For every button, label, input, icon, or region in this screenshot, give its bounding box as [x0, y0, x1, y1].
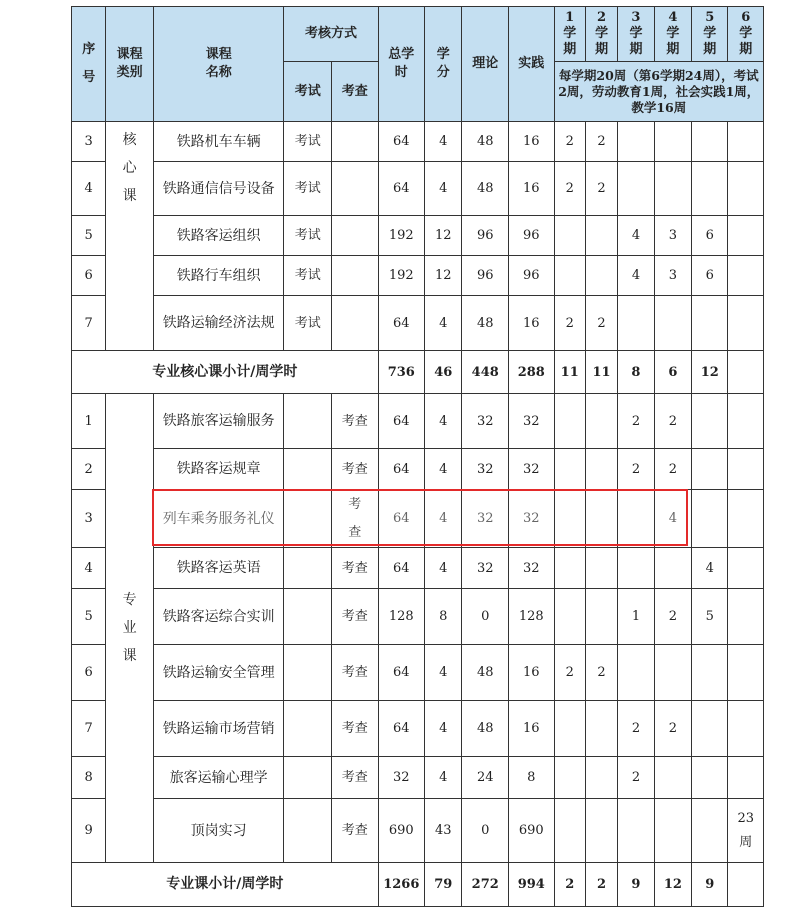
course-name: 铁路旅客运输服务: [153, 394, 284, 449]
header-term-2: 2学期: [585, 7, 617, 62]
course-name: 铁路客运组织: [153, 216, 284, 256]
header-total-hours: 总学时: [378, 7, 425, 122]
table-row: 1 专业课 铁路旅客运输服务 考查 64 4 32 32 2 2: [72, 394, 764, 449]
header-term-3: 3学期: [618, 7, 654, 62]
table-row: 8 旅客运输心理学 考查 32 4 24 8 2: [72, 757, 764, 799]
course-name: 铁路客运英语: [153, 548, 284, 589]
header-term-note: 每学期20周（第6学期24周），考试2周，劳动教育1周，社会实践1周，教学16周: [554, 62, 763, 122]
course-name: 铁路通信信号设备: [153, 162, 284, 216]
course-name: 旅客运输心理学: [153, 757, 284, 799]
subtotal-row-major: 专业课小计/周学时 1266 79 272 994 2 2 9 12 9: [72, 863, 764, 907]
table-row: 9 顶岗实习 考查 690 43 0 690 23周: [72, 799, 764, 863]
table-row: 4 铁路客运英语 考查 64 4 32 32 4: [72, 548, 764, 589]
table-row-highlighted: 3 列车乘务服务礼仪 考查 64 4 32 32 4: [72, 490, 764, 548]
course-name: 顶岗实习: [153, 799, 284, 863]
course-name: 列车乘务服务礼仪: [153, 490, 284, 548]
header-course-name: 课程名称: [153, 7, 284, 122]
table-row: 7 铁路运输经济法规 考试 64 4 48 16 2 2: [72, 296, 764, 351]
course-name: 铁路运输安全管理: [153, 645, 284, 701]
course-name: 铁路运输经济法规: [153, 296, 284, 351]
course-name: 铁路运输市场营销: [153, 701, 284, 757]
curriculum-table: [71, 6, 764, 907]
table-row: 5 铁路客运组织 考试 192 12 96 96 4 3 6: [72, 216, 764, 256]
header-category: 课程类别: [106, 7, 154, 122]
course-name: 铁路客运综合实训: [153, 589, 284, 645]
header-theory: 理论: [462, 7, 509, 122]
header-term-6: 6学期: [728, 7, 764, 62]
course-name: 铁路行车组织: [153, 256, 284, 296]
subtotal-label: 专业课小计/周学时: [72, 863, 379, 907]
header-practice: 实践: [509, 7, 555, 122]
category-major: 专业课: [106, 394, 154, 863]
header-index: 序号: [72, 7, 106, 122]
table-row: 7 铁路运输市场营销 考查 64 4 48 16 2 2: [72, 701, 764, 757]
table-row: 6 铁路运输安全管理 考查 64 4 48 16 2 2: [72, 645, 764, 701]
table-row: 3 核心课 铁路机车车辆 考试 64 4 48 16 2 2: [72, 122, 764, 162]
subtotal-row-core: 专业核心课小计/周学时 736 46 448 288 11 11 8 6 12: [72, 351, 764, 394]
header-assessment: 考核方式: [284, 7, 378, 62]
header-exam: 考试: [284, 62, 332, 122]
table-row: 5 铁路客运综合实训 考查 128 8 0 128 1 2 5: [72, 589, 764, 645]
table-row: 6 铁路行车组织 考试 192 12 96 96 4 3 6: [72, 256, 764, 296]
table-row: 2 铁路客运规章 考查 64 4 32 32 2 2: [72, 449, 764, 490]
header-term-1: 1学期: [554, 7, 585, 62]
header-check: 考查: [331, 62, 378, 122]
subtotal-label: 专业核心课小计/周学时: [72, 351, 379, 394]
header-credits: 学分: [425, 7, 462, 122]
course-name: 铁路客运规章: [153, 449, 284, 490]
category-core: 核心课: [106, 122, 154, 351]
table-row: 4 铁路通信信号设备 考试 64 4 48 16 2 2: [72, 162, 764, 216]
header-term-5: 5学期: [692, 7, 728, 62]
course-name: 铁路机车车辆: [153, 122, 284, 162]
header-term-4: 4学期: [654, 7, 691, 62]
